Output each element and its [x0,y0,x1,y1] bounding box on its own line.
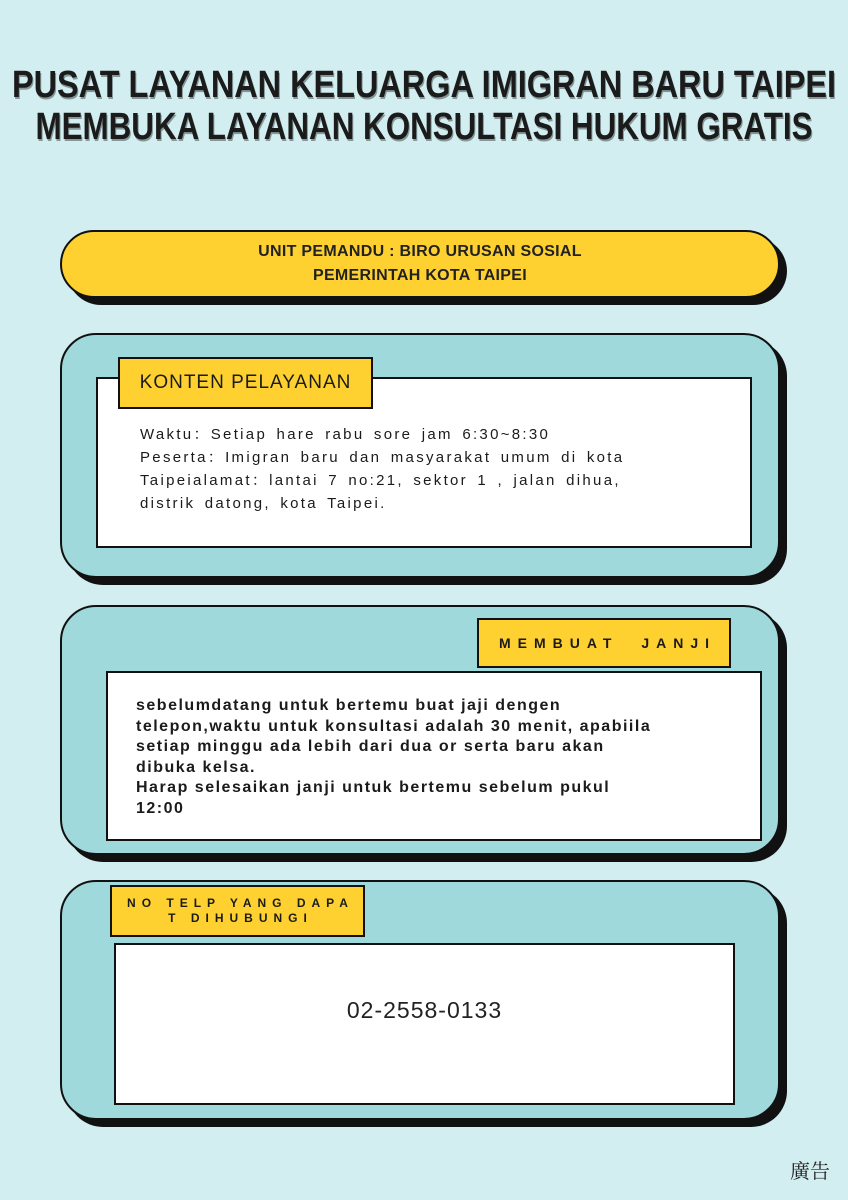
title-line-2: MEMBUKA LAYANAN KONSULTASI HUKUM GRATIS [35,106,813,148]
appointment-section-label [477,618,731,668]
appointment-line: telepon,waktu untuk konsultasi adalah 30 menit, apabiila [136,717,652,735]
appointment-deadline-time: 12:00 [136,799,185,817]
appointment-deadline-line: Harap selesaikan janji untuk bertemu sebelum pukul [136,779,611,796]
service-participants-line: Peserta：Imigran baru dan masyarakat umum di kota [140,449,625,466]
organizer-line-1: UNIT PEMANDU : BIRO URUSAN SOSIAL [258,243,582,260]
appointment-section-title: MEMBUAT JANJI [498,635,717,651]
appointment-line: sebelumdatang untuk bertemu buat jaji dengen [136,697,562,714]
contact-content-box [114,943,735,1105]
phone-number: 02-2558-0133 [346,997,503,1023]
service-section-label [118,357,373,409]
organizer-banner [60,230,780,298]
service-time-line: Waktu：Setiap hare rabu sore jam 6:30~8:30 [140,426,551,443]
contact-section-title-line-1: NO TELP YANG DAPA [127,896,354,910]
contact-section-label [110,885,365,937]
appointment-content-box [106,671,762,841]
poster-title [0,0,848,160]
title-line-1: PUSAT LAYANAN KELUARGA IMIGRAN BARU TAIPEI [12,64,836,106]
service-address-line-2: distrik datong, kota Taipei. [140,495,387,512]
appointment-line: setiap minggu ada lebih dari dua or serta baru akan [136,738,605,755]
service-section-title: KONTEN PELAYANAN [139,372,352,393]
appointment-details [136,696,651,819]
contact-section-title-line-2: T DIHUBUNGI [168,911,313,925]
service-details [140,423,624,515]
organizer-line-2: PEMERINTAH KOTA TAIPEI [312,267,527,284]
service-address-line: Taipeialamat：lantai 7 no:21, sektor 1 , jalan dihua, [140,472,621,489]
appointment-line: dibuka kelsa. [136,758,256,776]
advertisement-mark: 廣告 [790,1159,830,1183]
